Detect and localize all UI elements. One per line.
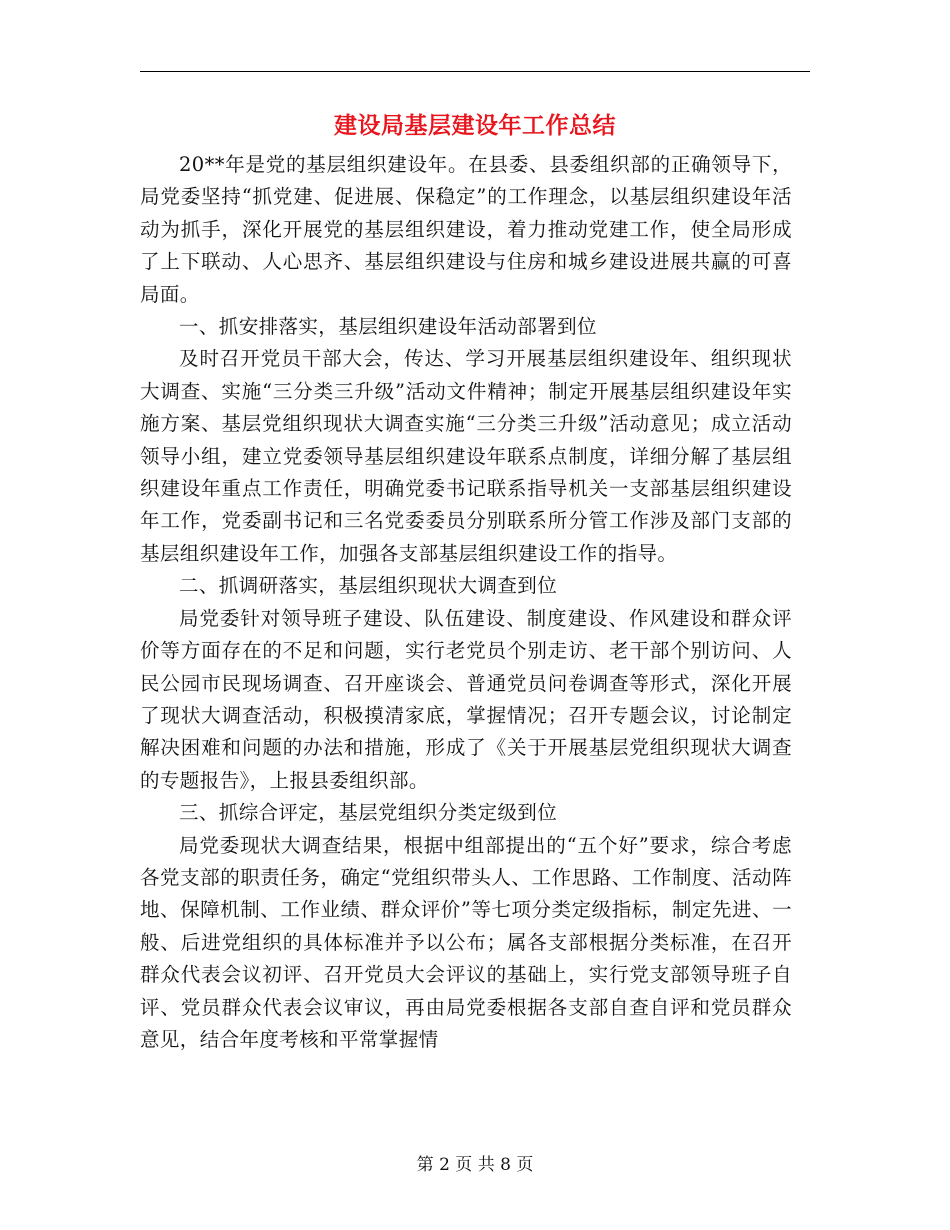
section-heading-1: 一、抓安排落实，基层组织建设年活动部署到位 bbox=[179, 315, 597, 339]
section-paragraph-3: 局党委现状大调查结果，根据中组部提出的“五个好”要求，综合考虑各党支部的职责任务，确定“党组织带头人、工作思路、工作制度、活动阵地、保障机制、工作业绩、群众评价”等七项分类定级指标，制定先进、一般、后进党组织的具体标准并予以公布；属各支部根据分类标准，在召开群众代表会议初评、召开党员大会评议的基础上，实行党支部领导班子自评、党员群众代表会议审议，再由局党委根据各支部自查自评和党员群众意见，结合年度考核和平常掌握情 bbox=[140, 833, 792, 1051]
intro-paragraph: 20**年是党的基层组织建设年。在县委、县委组织部的正确领导下，局党委坚持“抓党建、促进展、保稳定”的工作理念，以基层组织建设年活动为抓手，深化开展党的基层组织建设，着力推动党建工作，使全局形成了上下联动、人心思齐、基层组织建设与住房和城乡建设进展共赢的可喜局面。 bbox=[140, 153, 792, 306]
section-heading-2: 二、抓调研落实，基层组织现状大调查到位 bbox=[179, 574, 558, 598]
header-rule bbox=[140, 71, 810, 72]
document-body bbox=[140, 149, 792, 1056]
page-number-footer: 第 2 页 共 8 页 bbox=[416, 1155, 534, 1175]
section-heading-3: 三、抓综合评定，基层党组织分类定级到位 bbox=[179, 801, 558, 825]
section-paragraph-1: 及时召开党员干部大会，传达、学习开展基层组织建设年、组织现状大调查、实施“三分类三升级”活动文件精神；制定开展基层组织建设年实施方案、基层党组织现状大调查实施“三分类三升级”活动意见；成立活动领导小组，建立党委领导基层组织建设年联系点制度，详细分解了基层组织建设年重点工作责任，明确党委书记联系指导机关一支部基层组织建设年工作，党委副书记和三名党委委员分别联系所分管工作涉及部门支部的基层组织建设年工作，加强各支部基层组织建设工作的指导。 bbox=[140, 347, 792, 565]
section-paragraph-2: 局党委针对领导班子建设、队伍建设、制度建设、作风建设和群众评价等方面存在的不足和问题，实行老党员个别走访、老干部个别访问、人民公园市民现场调查、召开座谈会、普通党员问卷调查等形式，深化开展了现状大调查活动，积极摸清家底，掌握情况；召开专题会议，讨论制定解决困难和问题的办法和措施，形成了《关于开展基层党组织现状大调查的专题报告》，上报县委组织部。 bbox=[140, 606, 792, 792]
document-title: 建设局基层建设年工作总结 bbox=[334, 112, 616, 139]
